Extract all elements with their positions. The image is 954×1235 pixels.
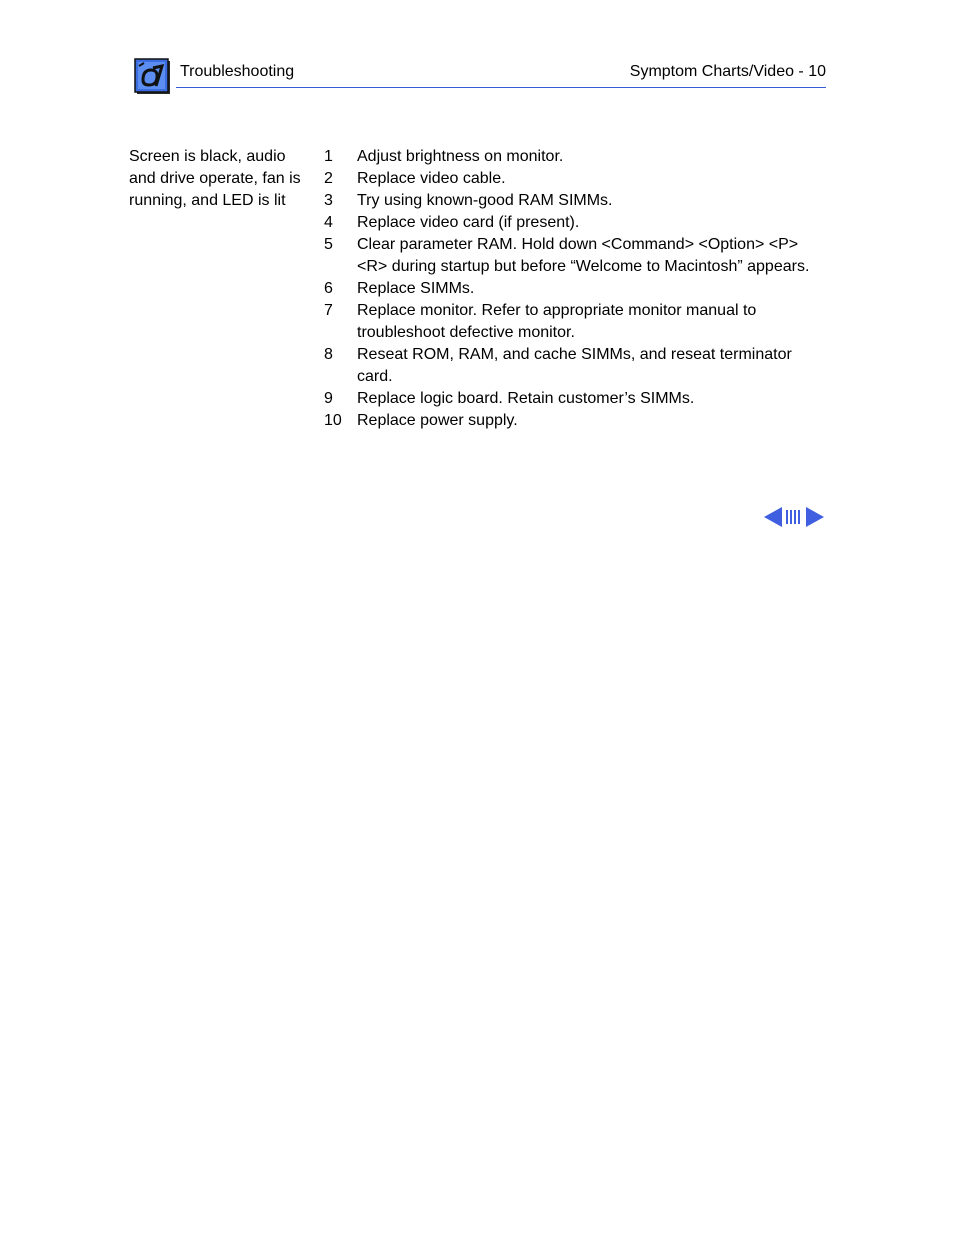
triangle-right-icon[interactable] [805,506,825,528]
header-divider [176,87,826,88]
step-number: 3 [324,192,333,209]
step-number: 6 [324,280,333,297]
solution-steps-list [324,146,814,432]
apple-service-toolbox-icon [134,58,172,96]
solution-step [324,146,814,168]
step-number: 5 [324,236,333,253]
solution-step [324,234,814,278]
step-text: Replace power supply. [357,412,518,429]
page-navigation [763,506,825,528]
step-text: Adjust brightness on monitor. [357,148,564,165]
solution-step [324,212,814,234]
solution-step [324,300,814,344]
page-index-icon[interactable] [784,506,804,528]
step-number: 4 [324,214,333,231]
step-text: Replace logic board. Retain customer’s SIMMs. [357,390,695,407]
step-text: Replace SIMMs. [357,280,475,297]
solution-step [324,168,814,190]
solution-step [324,388,814,410]
step-text: Replace video cable. [357,170,506,187]
page-header [134,58,826,96]
step-number: 7 [324,302,333,319]
step-number: 10 [324,412,342,429]
step-text: Replace monitor. Refer to appropriate monitor manual to troubleshoot defective monitor. [357,302,757,341]
step-text: Reseat ROM, RAM, and cache SIMMs, and reseat terminator card. [357,346,792,385]
step-text: Replace video card (if present). [357,214,580,231]
solution-step [324,410,814,432]
solution-step [324,190,814,212]
step-number: 2 [324,170,333,187]
symptom-description: Screen is black, audio and drive operate, fan is running, and LED is lit [129,148,301,209]
triangle-left-icon[interactable] [763,506,783,528]
step-number: 8 [324,346,333,363]
solution-step [324,344,814,388]
solution-step [324,278,814,300]
step-number: 1 [324,148,333,165]
step-number: 9 [324,390,333,407]
section-title: Troubleshooting [180,63,295,80]
step-text: Try using known-good RAM SIMMs. [357,192,613,209]
page-reference: Symptom Charts/Video - 10 [629,63,826,80]
step-text: Clear parameter RAM. Hold down <Command> <Option> <P> <R> during startup but before “Welcome to Macintosh” appears. [357,236,810,275]
